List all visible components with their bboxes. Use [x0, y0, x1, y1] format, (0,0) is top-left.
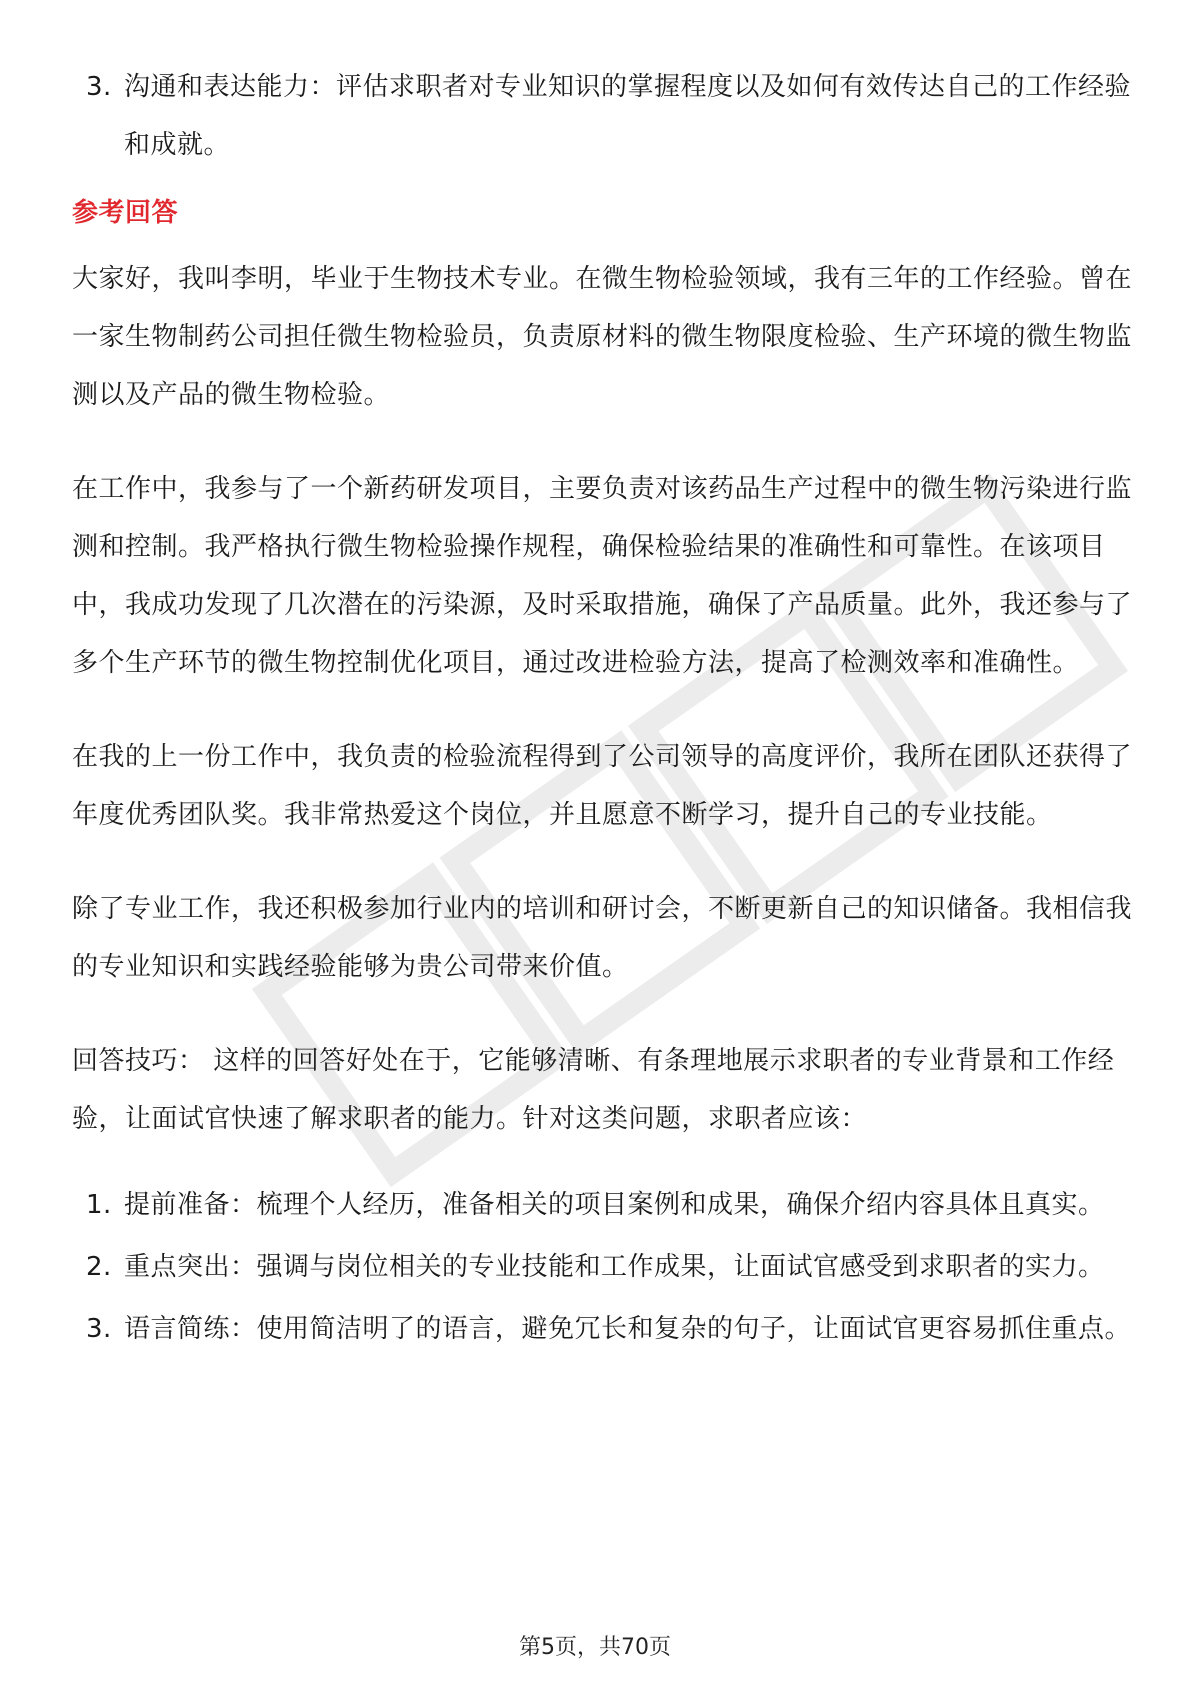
list-number: 2. [86, 1252, 112, 1282]
page-footer: 第5页，共70页 [519, 1635, 671, 1660]
list-number: 3. [86, 1314, 112, 1344]
answer-tips-intro: 回答技巧： 这样的回答好处在于，它能够清晰、有条理地展示求职者的专业背景和工作经验，让面试官快速了解求职者的能力。针对这类问题，求职者应该： [72, 1046, 1115, 1134]
tips-list [72, 1176, 1132, 1358]
answer-paragraph-2: 在工作中，我参与了一个新药研发项目，主要负责对该药品生产过程中的微生物污染进行监测和控制。我严格执行微生物检验操作规程，确保检验结果的准确性和可靠性。在该项目中，我成功发现了几次潜在的污染源，及时采取措施，确保了产品质量。此外，我还参与了多个生产环节的微生物控制优化项目，通过改进检验方法，提高了检测效率和准确性。 [72, 474, 1133, 678]
tips-list-item [72, 1176, 1132, 1234]
section-title: 参考回答 [72, 198, 179, 228]
tips-list-item [72, 1238, 1132, 1296]
list-text: 重点突出：强调与岗位相关的专业技能和工作成果，让面试官感受到求职者的实力。 [124, 1252, 1105, 1282]
answer-paragraph-3: 在我的上一份工作中，我负责的检验流程得到了公司领导的高度评价，我所在团队还获得了年度优秀团队奖。我非常热爱这个岗位，并且愿意不断学习，提升自己的专业技能。 [72, 742, 1133, 830]
requirement-list-item [72, 58, 1132, 174]
list-text: 提前准备：梳理个人经历，准备相关的项目案例和成果，确保介绍内容具体且真实。 [124, 1190, 1105, 1220]
document-content [72, 58, 1132, 1362]
answer-paragraph-1: 大家好，我叫李明，毕业于生物技术专业。在微生物检验领域，我有三年的工作经验。曾在一家生物制药公司担任微生物检验员，负责原材料的微生物限度检验、生产环境的微生物监测以及产品的微生物检验。 [72, 264, 1133, 410]
tips-list-item [72, 1300, 1132, 1358]
list-number: 3. [86, 72, 112, 102]
list-number: 1. [86, 1190, 112, 1220]
list-text: 沟通和表达能力：评估求职者对专业知识的掌握程度以及如何有效传达自己的工作经验和成就。 [124, 72, 1132, 160]
list-text: 语言简练：使用简洁明了的语言，避免冗长和复杂的句子，让面试官更容易抓住重点。 [124, 1314, 1132, 1344]
answer-paragraph-4: 除了专业工作，我还积极参加行业内的培训和研讨会，不断更新自己的知识储备。我相信我的专业知识和实践经验能够为贵公司带来价值。 [72, 894, 1133, 982]
